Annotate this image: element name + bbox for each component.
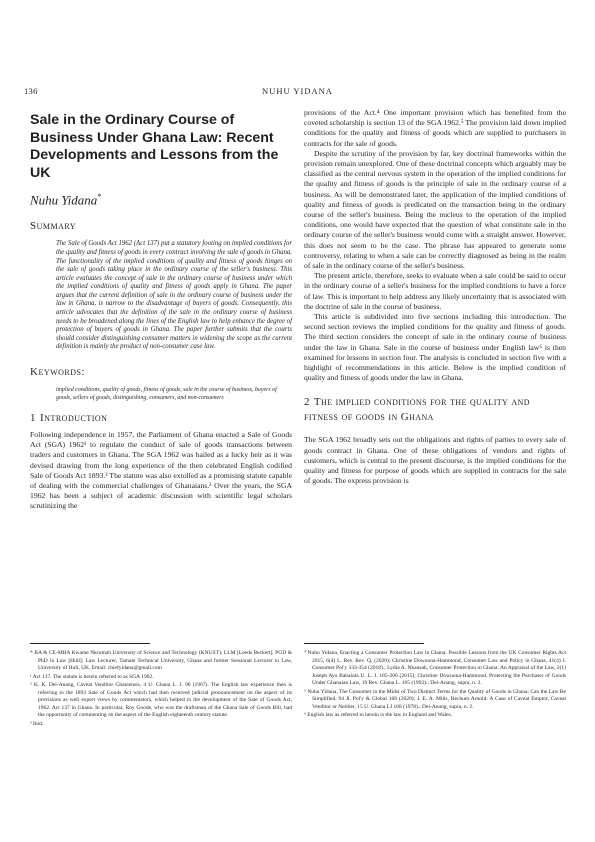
section-2-number: 2: [304, 396, 310, 409]
footnote: ⁴ Nuhu Yidana, Enacting a Consumer Protection Law in Ghana: Possible Lessons from the UK Consumer Rights Act 2015, 6(4) L. Rev. Rev. Q. (2020); Christine Dowuona-Hammond, Consumer Law and Policy in Ghana, 41(4) J. Consumer Pol'y 333-354 (2018).; Lydia A. Nkansah, Consumer Protection in Ghana: An Appraisal of the Law, 2(1) Joseph Ayo Babalola U. L. J. 185-200 (2015); Christine Dowuona-Hammond, Protecting the Purchaser of Goods Under Ghanaian Law, 19 Rev. Ghana L. 105 (1993).; Dei-Anang, supra, n. 2.: [304, 650, 566, 686]
footnote-rule-left: [30, 643, 150, 644]
left-column: [30, 112, 292, 512]
section-2-title: The implied conditions for the quality and fitness of goods in Ghana: [304, 396, 530, 424]
section-2-heading: [304, 395, 566, 425]
section-1-number: 1: [30, 412, 36, 425]
author-line: [30, 192, 292, 208]
section-1-title: Introduction: [40, 412, 108, 425]
author-name: Nuhu Yidana: [30, 192, 98, 208]
footnote: ¹ Act 137. The statute is herein referred to as SGA 1962.: [30, 673, 154, 680]
right-paragraph-4: This article is subdivided into five sections including this introduction. The second section reviews the implied conditions for the quality and fitness of goods. The third section considers the concept of sale in the ordinary course of business under the law in Ghana. Sale in the course of business under English law⁶ is then examined for lessons in section four. The analysis is concluded in section five with a highlight of recommendations in this article. Below is the implied condition of quality and fitness of goods under the law in Ghana.: [304, 312, 566, 383]
right-paragraph-1: provisions of the Act.⁴ One important provision which has benefited from the coveted scholarship is section 13 of the SGA 1962.⁵ The provision laid down implied conditions for the quality and fitness of goods which are supplied to purchasers in contracts for the sale of goods.: [304, 108, 566, 148]
right-paragraph-3: The present article, therefore, seeks to evaluate when a sale could be said to occur in the ordinary course of a seller's business for the implied conditions to have a force of law. This is important to help address any likely uncertainty that is associated with the doctrine of sale in the course of business.: [304, 271, 566, 311]
section-2-paragraph-1: The SGA 1962 broadly sets out the obligations and rights of parties to every sale of goods contract in Ghana. One of these obligations of vendors and rights of customers, which is central to the present discourse, is the implied conditions for the quality and fitness for purpose of goods which are supplied in contracts for the sale of goods. The express provision is: [304, 435, 566, 486]
footnotes-left: [30, 650, 292, 729]
running-head: NUHU YIDANA: [262, 86, 333, 96]
author-footnote-mark: *: [97, 192, 102, 201]
right-column: [304, 108, 566, 487]
page-number: 136: [24, 86, 38, 96]
footnote: ³ Ibid.: [30, 720, 44, 727]
footnote: ⁵ Nuhu Yidana, The Consumer in the Midst of Two Distinct Terms for the Quality of Goods in Ghana: Can the Law Be Simplified, 94 Jl. Pol'y & Global 168 (2020); J. E. A. Mills, Rechum Arnold: A Case of Caveat Emptor, Caveat Venditor or Neither, 15 U. Ghana LJ 168 (1978).; Dei-Anang, supra, n. 2.: [304, 688, 566, 710]
intro-paragraph-1: Following independence in 1957, the Parliament of Ghana enacted a Sale of Goods Act (SGA) 1962¹ to regulate the conduct of sale of goods transactions between traders and customers in Ghana. The SGA 1962 was hailed as a lucky heir as it was devised drawing from the long experience of the then celebrated English codified Sale of Goods Act 1893.² The statute was also extolled as a promising statute capable of dealing with the commercial challenges of Ghanaians.³ Over the years, the SGA 1962 has been a subject of academic discussion with scientific legal scholars scrutinizing the: [30, 430, 292, 511]
right-paragraph-2: Despite the scrutiny of the provision by far, key doctrinal frameworks within the provision remain unexplored. One of these doctrinal concepts which arguably may be classified as the central nervous system in the operation of the implied conditions for the quality and fitness of goods is the principle of sale in the ordinary course of a business. As will be demonstrated later, the application of the implied conditions of quality and fitness of goods is predicated on the transaction being in the ordinary course of the seller's business. Being the nucleus to the operation of the implied conditions, one would have expected that the question of what constitute sale in the ordinary course of the seller's business would come with a straight answer. However, this does not seem to be the case. The phrase has appeared to generate some controversy, relating to when a sale can be correctly diagnosed as being in the realm of sale in the ordinary course of the seller's business.: [304, 148, 566, 271]
section-2-body: [304, 435, 566, 486]
summary-heading: Summary: [30, 220, 77, 233]
section-1-body: [30, 430, 292, 512]
footnote: ² K. K. Dei-Anang, Caveat Venditor Ghaniensis, 4 U. Ghana L. J. 90 (1967). The English law experience then is referring to the 1893 Sale of Goods Act which had then received judicial pronouncement on the aspect of its provisions as well expert views by commentators, which helped in the development of the Sale of Goods Act, 1962. Act 137 in Ghana. In particular, Roy Goode, who was the draftsman of the Ghana Sale of Goods Bill, had the opportunity of commenting on the aspect of the English eighteenth century statute.: [30, 682, 292, 718]
keywords-heading: Keywords:: [30, 366, 86, 379]
keywords-text: implied conditions, quality of goods, fitness of goods, sale in the course of business, buyers of goods, sellers of goods, distinguishing, consumers, and non-consumers: [56, 387, 277, 402]
article-title: Sale in the Ordinary Course of Business Under Ghana Law: Recent Developments and Lessons from the UK: [30, 112, 279, 181]
footnote-rule-right: [304, 643, 424, 644]
section-1-heading: [30, 412, 292, 424]
footnote: * BA & CE-MBA Kwame Nkrumah University of Science and Technology (KNUST); LLM [Leeds Beckett]; PGD & PhD in Law [Hull]; Law Lecturer, Tamale Technical University, Ghana and former Sessional Lecturer in Law, University of Hull, UK. Email: chiefyidana@gmail.com: [30, 650, 292, 671]
footnotes-right: [304, 650, 566, 721]
footnote: ⁶ English law as referred to herein is the law in England and Wales.: [304, 712, 452, 718]
right-column-body: [304, 108, 566, 383]
summary-text: The Sale of Goods Act 1962 (Act 137) put a statutory footing on implied conditions for the quality and fitness of goods in every contract involving the sale of goods in Ghana. The functionality of the implied conditions of quality and fitness of goods hinges on the sale of goods taking place in the ordinary course of the seller's business. This article evaluates the concept of sale in the ordinary course of business under which the implied conditions of quality and fitness of goods apply in Ghana. The paper argues that the current definition of sale in the ordinary course of business under the law in Ghana, is narrow to the disadvantage of buyers of goods. Consequently, this article advocates that the definition of the sale in the ordinary course of business needs to be broadened along the lines of the English law to help enhance the degree of protection of buyers of goods in Ghana. The paper further submits that the courts should consider distinguishing consumer matters in widening the scope as the current definition is mainly the product of non-consumer case law.: [56, 240, 292, 351]
